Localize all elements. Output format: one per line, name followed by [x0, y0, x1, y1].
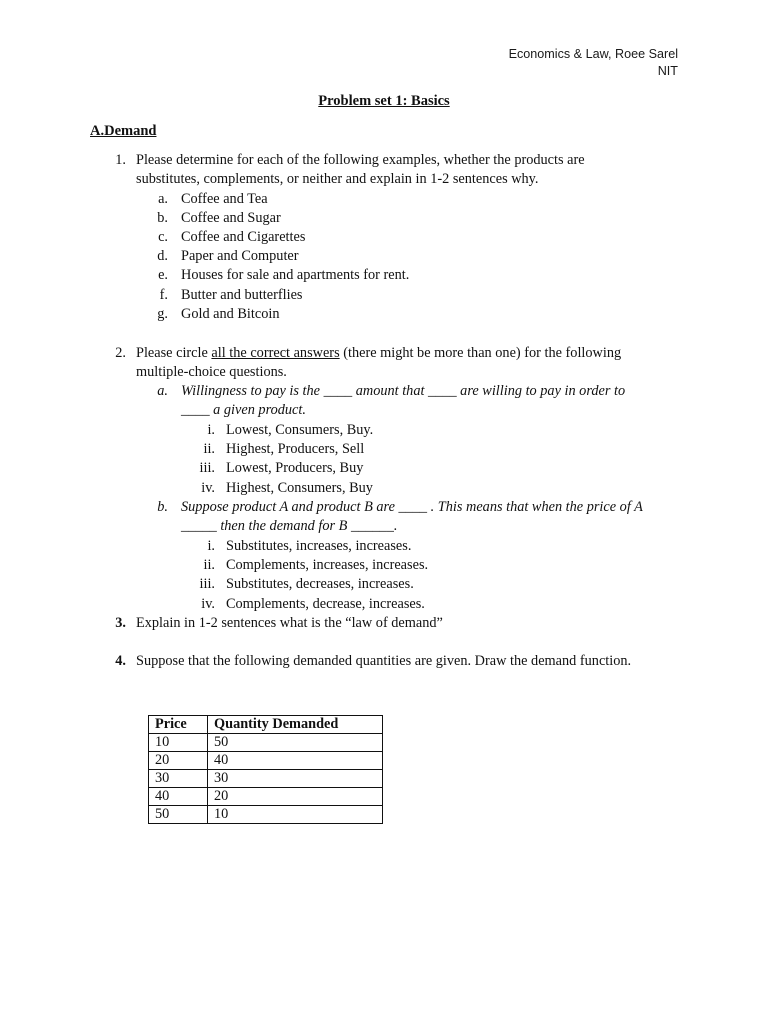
q2a-option-label: iii. [199, 460, 215, 476]
q2-text-underlined: all the correct answers [211, 345, 340, 361]
q1-item-label: b. [157, 210, 168, 226]
q2-text-post: (there might be more than one) for the following [339, 345, 622, 361]
page-title: Problem set 1: Basics [318, 93, 450, 109]
q2a-option-label: i. [207, 422, 215, 438]
q2b-option-label: i. [207, 538, 215, 554]
q2a-text-line2: ____ a given product. [181, 402, 306, 418]
q1-text-line2: substitutes, complements, or neither and explain in 1-2 sentences why. [136, 171, 539, 187]
table-header-quantity: Quantity Demanded [208, 716, 383, 734]
q2b-option-text: Complements, increases, increases. [226, 557, 429, 573]
q2-number: 2. [115, 345, 126, 361]
q2a-text-line1: Willingness to pay is the ____ amount that ____ are willing to pay in order to [181, 383, 626, 399]
q1-item-label: f. [159, 287, 168, 303]
header-institution: NIT [657, 64, 678, 78]
demand-table [148, 715, 383, 824]
q2a-label: a. [157, 383, 168, 399]
page-header [509, 46, 678, 80]
q2b-option-text: Complements, decrease, increases. [226, 596, 425, 612]
table-cell-quantity: 20 [208, 788, 383, 806]
table-cell-price: 20 [149, 752, 208, 770]
q2a-option-text: Highest, Producers, Sell [226, 441, 365, 457]
q2b-option-text: Substitutes, increases, increases. [226, 538, 412, 554]
q3-number: 3. [115, 615, 126, 631]
q2a-option-label: ii. [203, 441, 215, 457]
table-cell-price: 40 [149, 788, 208, 806]
q1-item-label: c. [158, 229, 168, 245]
table-row [149, 752, 383, 770]
table-cell-quantity: 40 [208, 752, 383, 770]
table-header-price: Price [149, 716, 208, 734]
q2a-option-text: Lowest, Producers, Buy [226, 460, 364, 476]
table-cell-quantity: 50 [208, 734, 383, 752]
table-cell-quantity: 10 [208, 806, 383, 824]
q1-item-text: Paper and Computer [181, 248, 299, 264]
table-cell-price: 30 [149, 770, 208, 788]
header-author: Economics & Law, Roee Sarel [508, 47, 678, 61]
q2b-text-line1: Suppose product A and product B are ____ . This means that when the price of A [181, 499, 643, 515]
table-row [149, 788, 383, 806]
q4-text: Suppose that the following demanded quantities are given. Draw the demand function. [136, 653, 632, 669]
q2b-text-line2: _____ then the demand for B ______. [181, 518, 398, 534]
q1-item-text: Coffee and Tea [181, 191, 268, 207]
q4-number: 4. [115, 653, 126, 669]
q1-item-label: a. [158, 191, 168, 207]
q2b-option-label: ii. [203, 557, 215, 573]
q1-item-label: d. [157, 248, 168, 264]
table-row [149, 770, 383, 788]
q1-item-text: Butter and butterflies [181, 287, 303, 303]
table-cell-price: 50 [149, 806, 208, 824]
q1-item-text: Houses for sale and apartments for rent. [181, 267, 410, 283]
q1-item-text: Coffee and Cigarettes [181, 229, 306, 245]
q2b-option-label: iii. [199, 576, 215, 592]
q2-text-line2: multiple-choice questions. [136, 364, 287, 380]
table-cell-quantity: 30 [208, 770, 383, 788]
q2b-option-label: iv. [201, 596, 215, 612]
q1-item-label: e. [158, 267, 168, 283]
table-header-row [149, 716, 383, 734]
q1-item-label: g. [157, 306, 168, 322]
q2-text-line1 [136, 344, 621, 363]
q1-item-text: Gold and Bitcoin [181, 306, 280, 322]
q2-text-pre: Please circle [136, 345, 212, 361]
table-cell-price: 10 [149, 734, 208, 752]
q2a-option-label: iv. [201, 480, 215, 496]
q2b-option-text: Substitutes, decreases, increases. [226, 576, 414, 592]
q2b-label: b. [157, 499, 168, 515]
q1-text-line1: Please determine for each of the following examples, whether the products are [136, 152, 585, 168]
table-row [149, 734, 383, 752]
section-heading: A.Demand [90, 123, 157, 139]
q2a-option-text: Highest, Consumers, Buy [226, 480, 373, 496]
q2a-option-text: Lowest, Consumers, Buy. [226, 422, 374, 438]
q3-text: Explain in 1-2 sentences what is the “law of demand” [136, 615, 443, 631]
q1-number: 1. [115, 152, 126, 168]
q1-item-text: Coffee and Sugar [181, 210, 281, 226]
table-row [149, 806, 383, 824]
